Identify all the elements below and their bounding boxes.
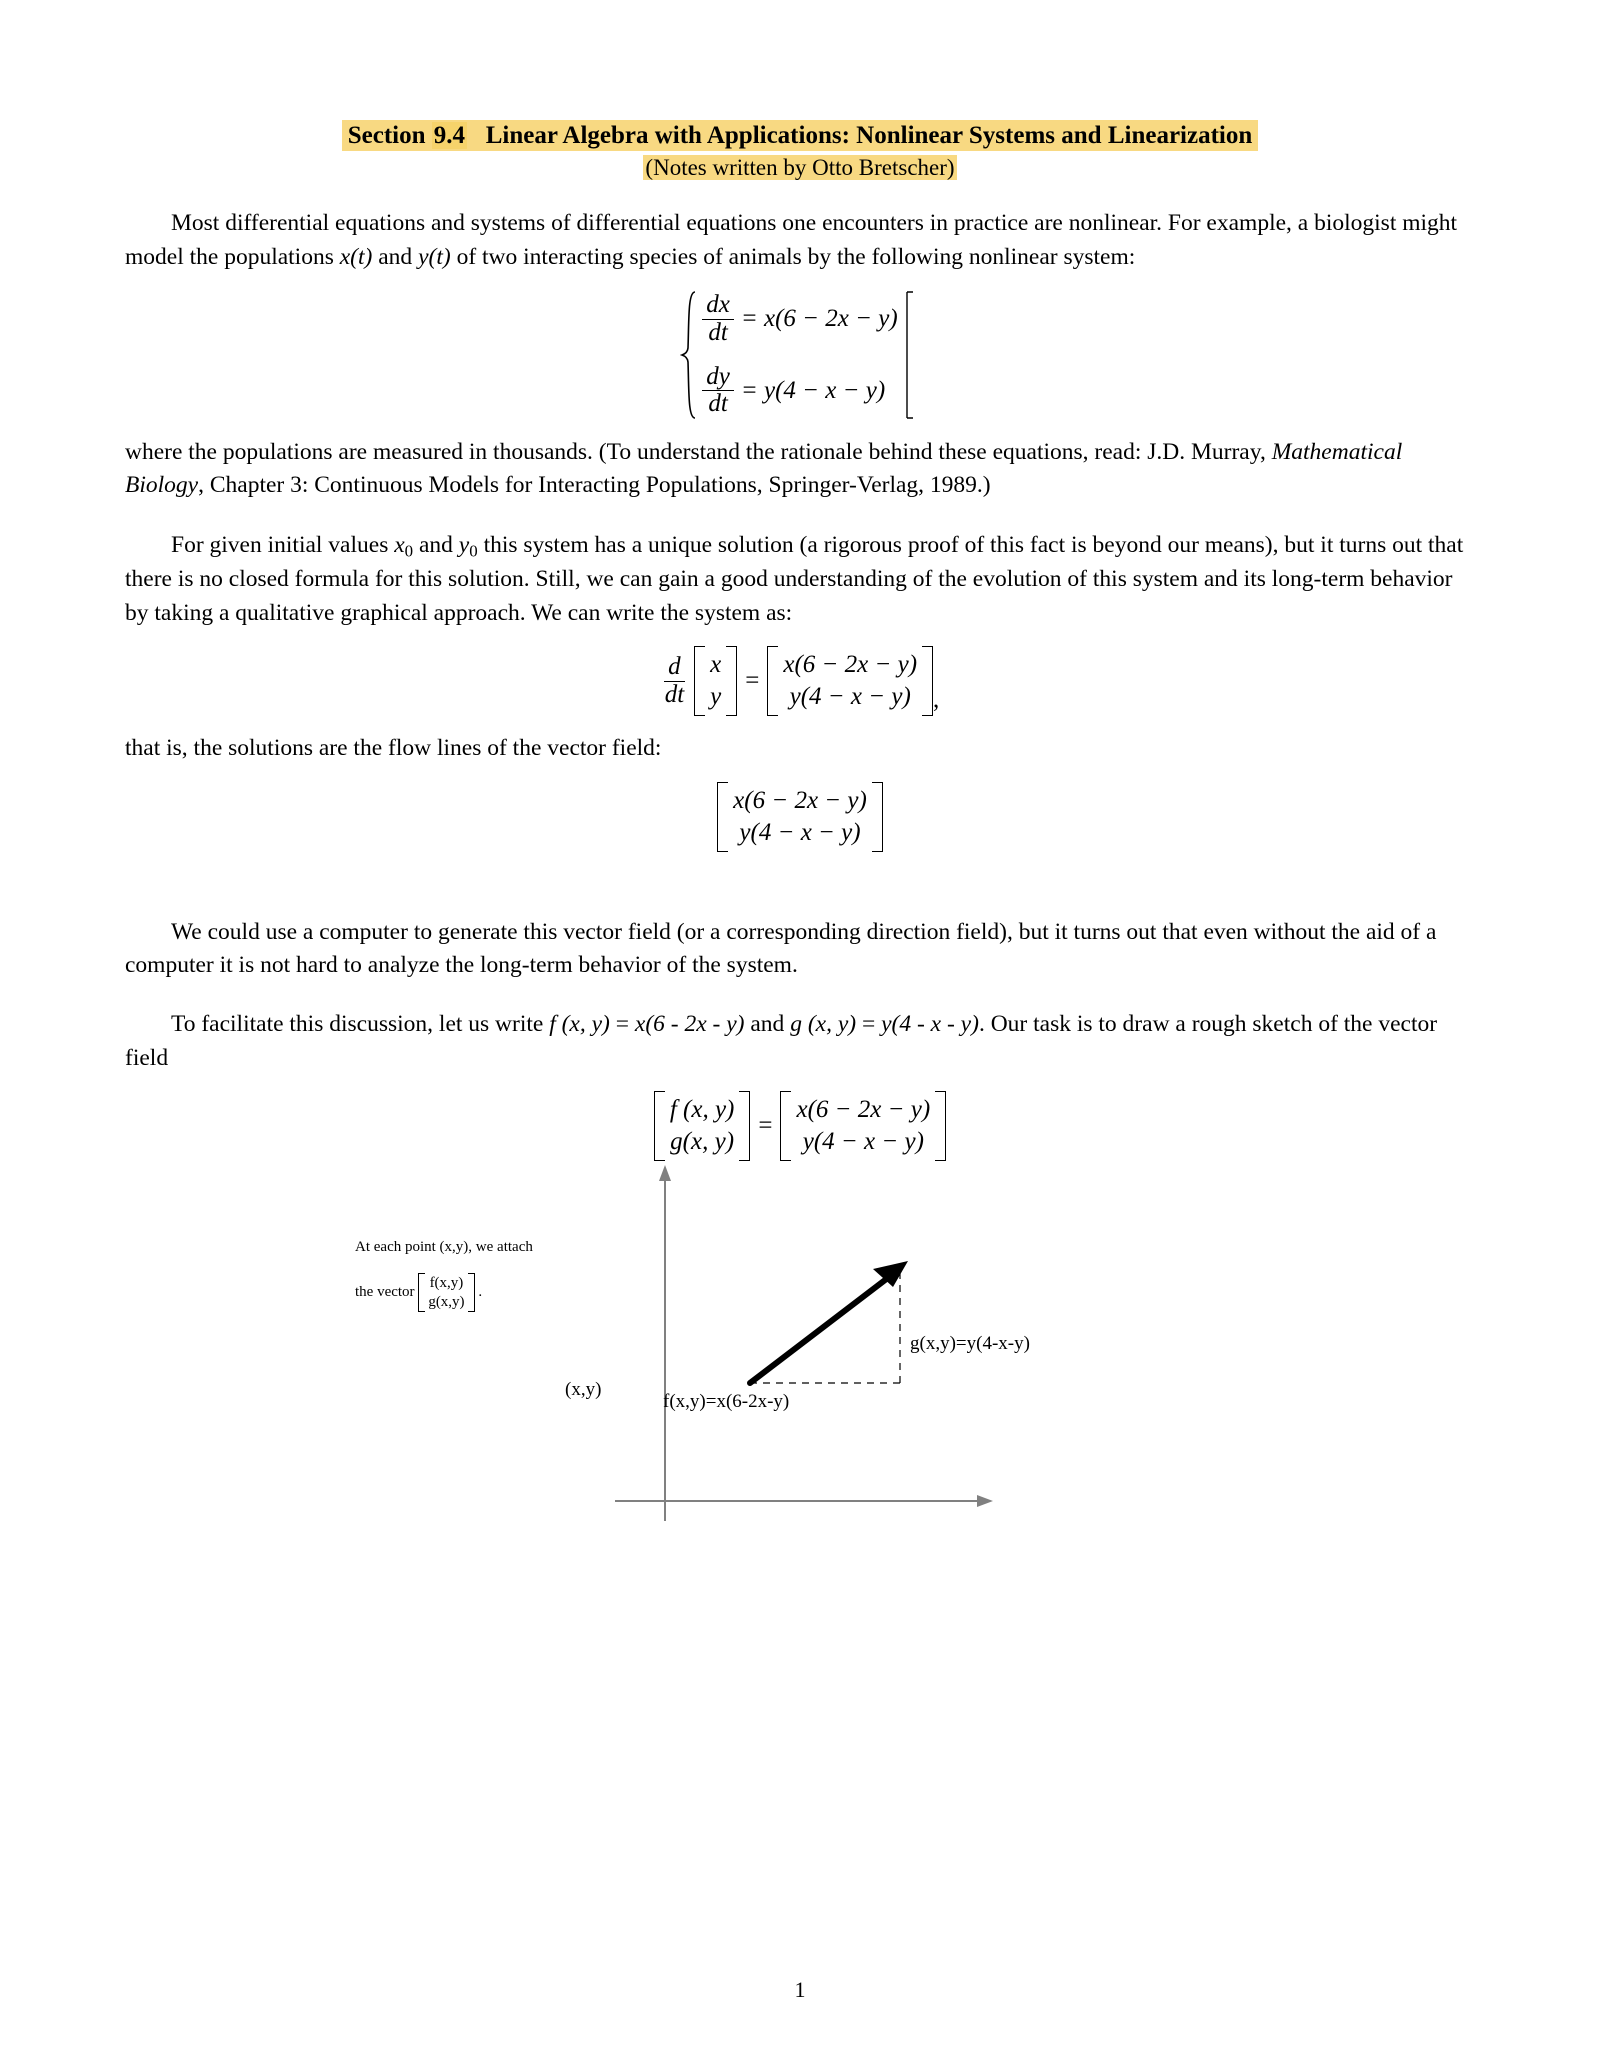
bracket-right-icon [468,1273,475,1313]
bracket-right-icon [739,1091,750,1161]
bracket-right-icon [726,646,737,716]
bracket-left-icon [767,646,778,716]
vector-field-matrix [717,782,883,852]
p6-equals-2: = [856,1011,882,1038]
paragraph-6 [125,1008,1475,1075]
figure-note-the-vector: the vector [355,1284,415,1301]
system-row1-numerator: dx [702,292,734,319]
figure-svg [125,1161,1475,1561]
vector-form-lhs-matrix [694,646,737,716]
fg-lhs-matrix [654,1091,751,1161]
p1-part-c: of two interacting species of animals by the following nonlinear system: [450,243,1136,270]
p3-part-b: and [413,531,459,558]
p6-g-expression: y(4 - x - y) [881,1011,979,1038]
p3-x0: x [394,531,405,558]
vector-form-rhs-row2: y(4 − x − y) [789,683,911,711]
p2-book-title: Mathematical Biology [125,438,1403,499]
p1-part-a: Most differential equations and systems of differential equations one encounters in practice are nonlinear. For example, a biologist might model the populations [125,210,1458,270]
vector-form-rhs-matrix [767,646,933,716]
brace-right-icon [904,290,920,420]
equation-vector-form [125,646,1475,716]
p2-part-b: , Chapter 3: Continuous Models for Interacting Populations, Springer-Verlag, 1989.) [198,472,991,499]
page-number: 1 [794,1977,806,2002]
vector-form-comma: , [933,686,940,714]
fg-rhs-row2: y(4 − x − y) [802,1127,924,1155]
page-subtitle [125,155,1475,181]
p1-x-of-t: x(t) [339,243,373,270]
document-content [125,120,1475,1561]
figure-note-line-2 [355,1273,482,1313]
vector-form-rhs-row1: x(6 − 2x − y) [783,651,918,679]
p6-part-c: and [744,1011,791,1038]
equation-system [125,290,1475,420]
paragraph-2 [125,436,1475,503]
vector-field-row1: x(6 − 2x − y) [733,786,867,814]
figure-label-point: (x,y) [565,1378,602,1400]
fg-rhs-row1: x(6 − 2x − y) [796,1095,931,1123]
equation-vector-field [125,782,1475,852]
p6-f-symbol: f (x, y) [549,1011,610,1038]
p6-part-e: . Our task is to draw a rough sketch of the vector field [125,1011,1438,1071]
page-title [125,120,1475,151]
paragraph-1 [125,207,1475,274]
fg-rhs-matrix [780,1091,946,1161]
title-section-word: Section [347,122,426,149]
vector-form-frac-denominator: dt [664,680,685,708]
system-row-1 [702,292,897,346]
figure-inline-vector [418,1273,474,1313]
p6-g-symbol: g (x, y) [790,1011,857,1038]
brace-left-icon [680,290,696,420]
fg-lhs-row2: g(x, y) [670,1127,735,1155]
vector-form-frac-numerator: d [664,654,685,681]
paragraph-5: We could use a computer to generate this vector field (or a corresponding direction field), but it turns out that even without the aid of a computer it is not hard to analyze the long-term behavior of the system. [125,918,1437,978]
figure-label-g: g(x,y)=y(4-x-y) [910,1332,1030,1354]
p6-part-a: To facilitate this discussion, let us write [171,1011,550,1038]
p6-f-expression: x(6 - 2x - y) [634,1011,745,1038]
figure-vector-bottom: g(x,y) [428,1293,465,1310]
vector-form-lhs-row2: y [710,683,722,711]
p3-part-c: this system has a unique solution (a rigorous proof of this fact is beyond our means), but it turns out that there is no closed formula for this solution. Still, we can gain a good understanding of the evolution of this system and its long-term behavior by taking a qualitative graphical approach. We can write the system as: [125,531,1464,626]
bracket-left-icon [694,646,705,716]
fg-lhs-row1: f (x, y) [669,1095,735,1123]
system-row2-denominator: dt [708,390,728,418]
bracket-left-icon [654,1091,665,1161]
p3-y0-subscript: 0 [469,541,478,561]
paragraph-4: that is, the solutions are the flow lines of the vector field: [125,735,662,762]
subtitle-text: (Notes written by Otto Bretscher) [645,155,955,181]
p6-equals-1: = [609,1011,635,1038]
p2-part-a: where the populations are measured in thousands. (To understand the rationale behind these equations, read: J.D. Murray, [125,438,1272,465]
vector-attachment-figure [125,1161,1475,1561]
figure-note-line-1: At each point (x,y), we attach [355,1238,533,1255]
system-row-2 [702,364,897,418]
fg-equals: = [758,1111,773,1139]
equation-fg-field [125,1091,1475,1161]
figure-note-period: . [478,1284,483,1301]
system-row2-rhs: = y(4 − x − y) [740,376,886,404]
figure-vector-top: f(x,y) [429,1274,464,1291]
vector-form-equals: = [745,667,760,695]
title-main-text: Linear Algebra with Applications: Nonlinear Systems and Linearization [485,122,1253,149]
bracket-right-icon [935,1091,946,1161]
system-row1-denominator: dt [708,318,728,346]
bracket-right-icon [922,646,933,716]
bracket-left-icon [717,782,728,852]
vector-form-lhs-row1: x [710,651,722,679]
p3-y0: y [458,531,470,558]
p1-part-b: and [372,243,419,270]
p3-x0-subscript: 0 [404,541,414,561]
figure-label-f: f(x,y)=x(6-2x-y) [663,1390,790,1412]
system-row2-numerator: dy [702,364,734,391]
p3-part-a: For given initial values [171,531,395,558]
bracket-left-icon [780,1091,791,1161]
vector-field-row2: y(4 − x − y) [739,818,861,846]
p1-y-of-t: y(t) [418,243,451,270]
paragraph-3 [125,529,1475,630]
title-section-number: 9.4 [433,122,465,149]
system-row1-rhs: = x(6 − 2x − y) [740,305,898,333]
bracket-right-icon [872,782,883,852]
bracket-left-icon [418,1273,425,1313]
